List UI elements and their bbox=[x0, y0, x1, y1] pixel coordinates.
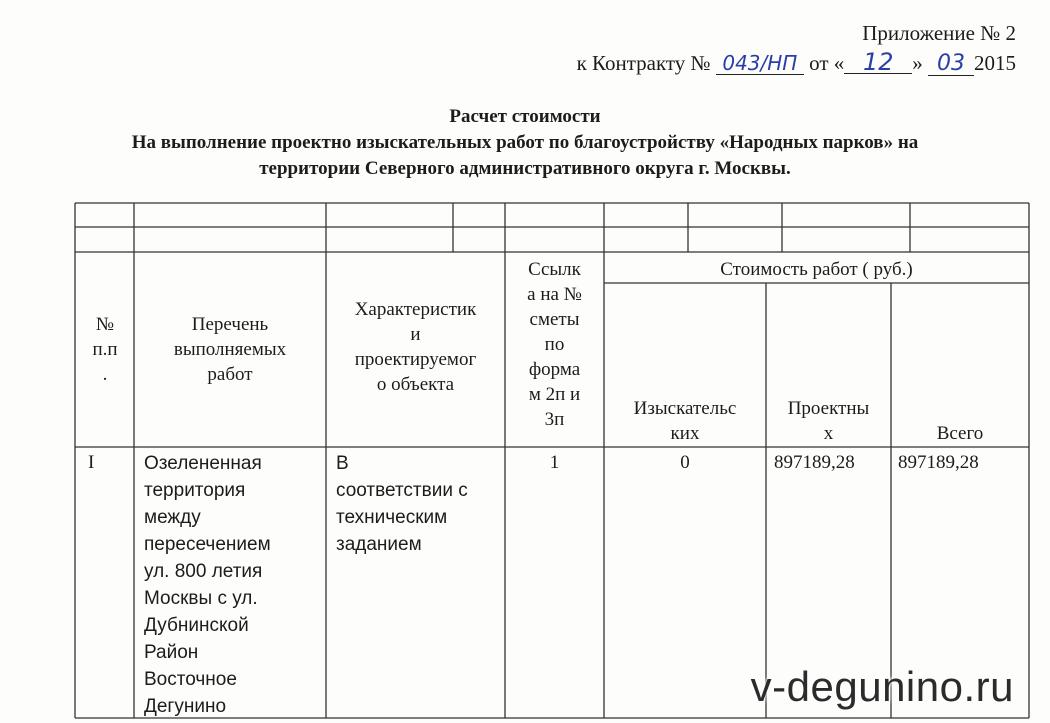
header-total: Всего bbox=[936, 423, 984, 444]
contract-month: 03 bbox=[928, 53, 974, 76]
title-line-3: территории Северного административного округа г. Москвы. bbox=[259, 158, 791, 179]
title-line-2: На выполнение проектно изыскательных работ по благоустройству «Народных парков» на bbox=[131, 132, 919, 153]
row-num: I bbox=[88, 452, 95, 473]
title-line-1: Расчет стоимости bbox=[449, 106, 601, 127]
row-design: 897189,28 bbox=[774, 452, 855, 473]
contract-from-text: от « bbox=[809, 51, 845, 75]
header-survey: Изыскательс ких bbox=[633, 398, 737, 444]
contract-year: 2015 bbox=[974, 51, 1016, 75]
row-works: Озелененная территория между пересечением ул. 800 летия Москвы с ул. Дубнинской Район Восточное Дегунино bbox=[144, 453, 271, 717]
row-reference: 1 bbox=[549, 452, 560, 473]
contract-quote-close: » bbox=[912, 51, 923, 75]
header-characteristics: Характеристик и проектируемог о объекта bbox=[354, 299, 477, 395]
appendix-label: Приложение № 2 bbox=[862, 21, 1016, 45]
row-survey: 0 bbox=[680, 452, 690, 473]
document-title bbox=[0, 104, 1050, 182]
contract-day: 12 bbox=[844, 51, 912, 74]
header-design: Проектны х bbox=[787, 398, 870, 444]
contract-number: 043/НП bbox=[716, 52, 804, 75]
site-watermark: v-degunino.ru bbox=[750, 663, 1014, 710]
header-num: № п.п . bbox=[92, 314, 118, 385]
header-reference: Ссылк а на № сметы по форма м 2п и 3п bbox=[527, 259, 582, 430]
contract-prefix: к Контракту № bbox=[576, 51, 711, 75]
document-header bbox=[577, 18, 1016, 78]
row-total: 897189,28 bbox=[898, 452, 979, 473]
contract-line bbox=[577, 48, 1016, 78]
row-characteristics: В соответствии с техническим заданием bbox=[336, 453, 468, 555]
header-works: Перечень выполняемых работ bbox=[173, 314, 287, 385]
header-cost-group: Стоимость работ ( руб.) bbox=[720, 259, 913, 280]
